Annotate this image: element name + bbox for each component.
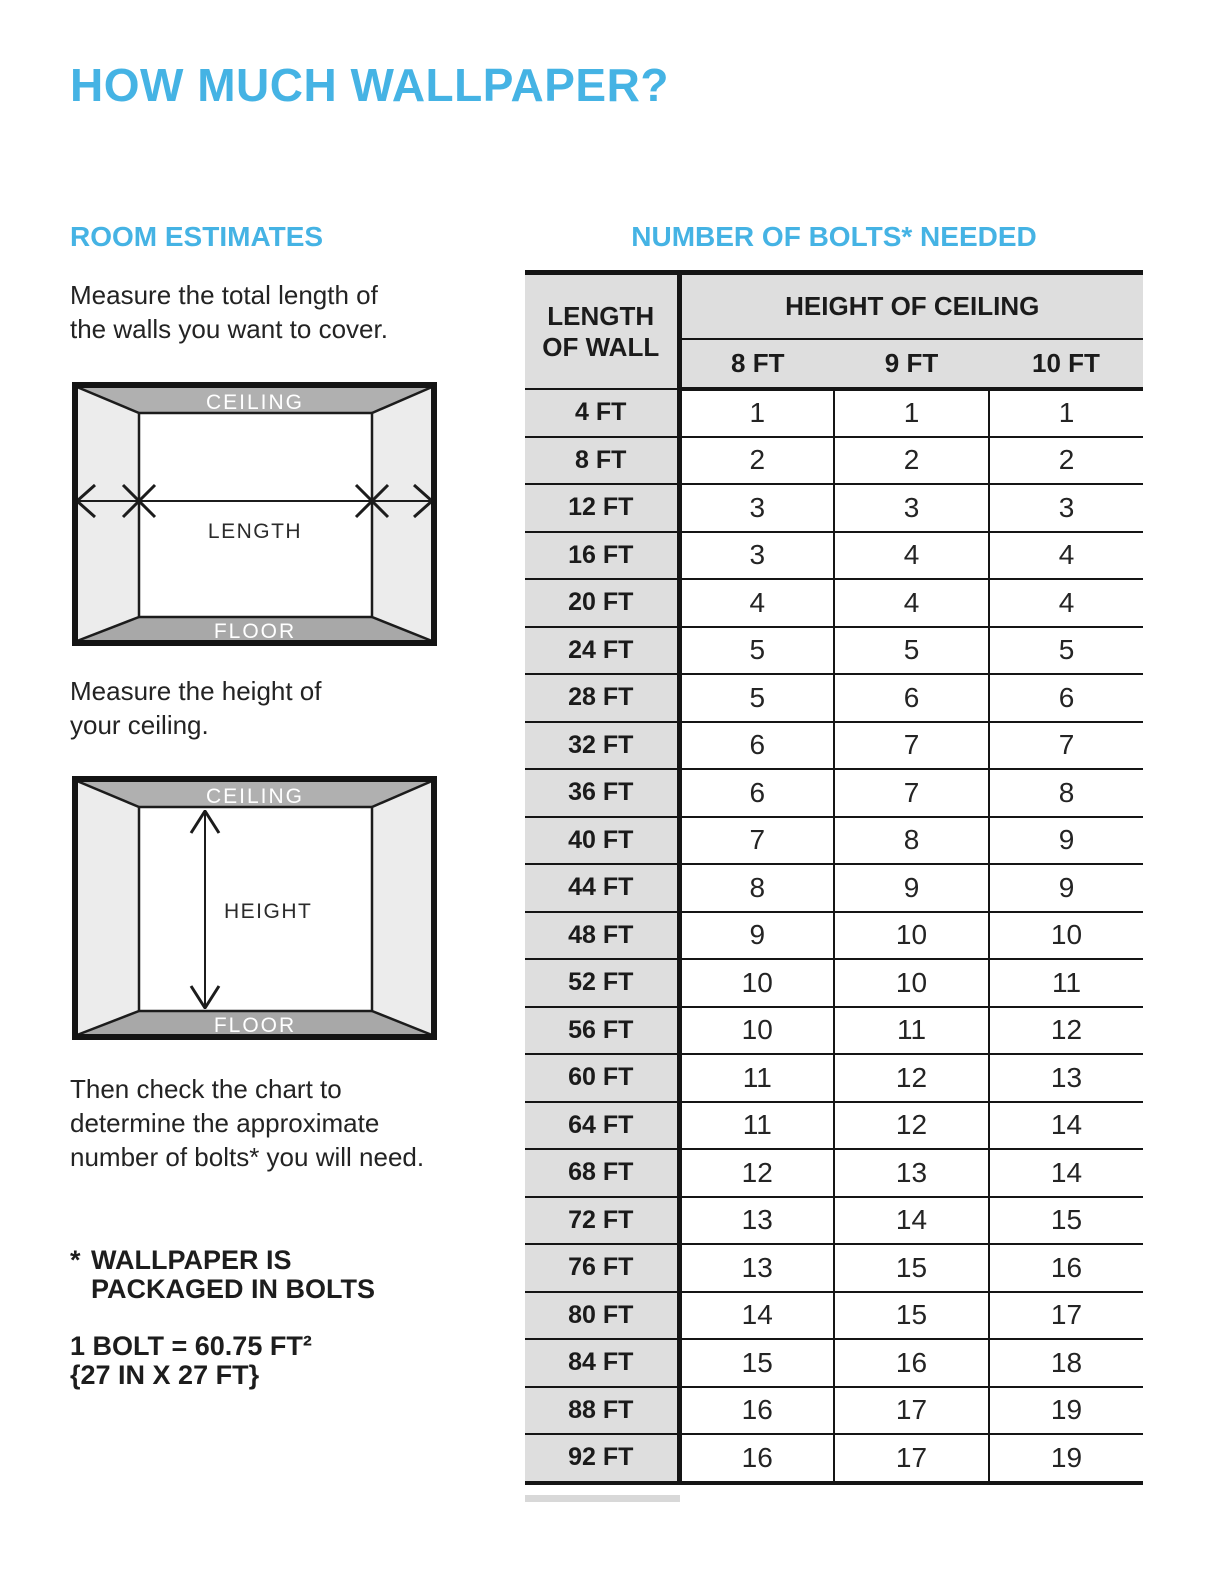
bolt-count-cell: 4 [989, 579, 1143, 627]
check-chart-text [70, 1072, 424, 1174]
bolt-count-cell: 5 [834, 627, 989, 675]
floor-label: FLOOR [213, 620, 297, 643]
bolt-count-cell: 14 [989, 1149, 1143, 1197]
bolt-count-cell: 15 [834, 1292, 989, 1340]
row-label-84ft: 84 FT [525, 1339, 679, 1387]
bolts-table [525, 270, 1143, 1485]
ceiling-label: CEILING [205, 391, 305, 414]
bolts-needed-heading: NUMBER OF BOLTS* NEEDED [631, 221, 1037, 252]
length-label: LENGTH [207, 520, 303, 543]
row-label-20ft: 20 FT [525, 579, 679, 627]
table-row [525, 817, 1143, 865]
row-label-36ft: 36 FT [525, 769, 679, 817]
floor-label: FLOOR [213, 1014, 297, 1037]
bolts-table-body [525, 389, 1143, 1483]
bolts-footnote [70, 1246, 375, 1304]
row-label-76ft: 76 FT [525, 1244, 679, 1292]
bolt-count-cell: 6 [989, 674, 1143, 722]
bolt-count-cell: 16 [834, 1339, 989, 1387]
bolt-count-cell: 11 [834, 1007, 989, 1055]
table-row [525, 627, 1143, 675]
bolt-count-cell: 5 [679, 674, 834, 722]
measure-height-line1: Measure the height of [70, 676, 322, 706]
bolt-count-cell: 3 [679, 484, 834, 532]
bolt-count-cell: 10 [679, 1007, 834, 1055]
bolt-count-cell: 3 [834, 484, 989, 532]
bolt-count-cell: 3 [679, 532, 834, 580]
bolt-count-cell: 9 [989, 864, 1143, 912]
bolt-count-cell: 8 [679, 864, 834, 912]
bolt-count-cell: 12 [834, 1054, 989, 1102]
bolt-count-cell: 5 [679, 627, 834, 675]
bolt-count-cell: 6 [834, 674, 989, 722]
bolts-table-header [525, 273, 1143, 390]
column-header-8ft: 8 FT [679, 339, 834, 389]
row-label-40ft: 40 FT [525, 817, 679, 865]
asterisk: * [70, 1245, 81, 1275]
row-label-92ft: 92 FT [525, 1434, 679, 1483]
bolt-count-cell: 8 [834, 817, 989, 865]
back-wall [139, 413, 372, 617]
column-header-9ft: 9 FT [834, 339, 989, 389]
row-label-12ft: 12 FT [525, 484, 679, 532]
bolt-count-cell: 4 [989, 532, 1143, 580]
bolt-count-cell: 10 [679, 959, 834, 1007]
bolt-count-cell: 7 [834, 722, 989, 770]
bolt-count-cell: 2 [679, 437, 834, 485]
bolt-count-cell: 17 [834, 1387, 989, 1435]
bolt-count-cell: 16 [989, 1244, 1143, 1292]
bolt-count-cell: 7 [679, 817, 834, 865]
measure-height-text [70, 674, 322, 742]
bolt-count-cell: 13 [679, 1197, 834, 1245]
room-height-diagram [72, 776, 437, 1040]
bolt-count-cell: 13 [834, 1149, 989, 1197]
page-title: HOW MUCH WALLPAPER? [70, 59, 669, 111]
row-label-44ft: 44 FT [525, 864, 679, 912]
bolt-count-cell: 7 [834, 769, 989, 817]
table-row [525, 579, 1143, 627]
bolt-equation: 1 BOLT = 60.75 FT² [70, 1331, 312, 1361]
bolt-count-cell: 1 [834, 389, 989, 437]
bolt-count-cell: 7 [989, 722, 1143, 770]
measure-length-line1: Measure the total length of [70, 280, 378, 310]
table-row [525, 1244, 1143, 1292]
bolt-count-cell: 14 [679, 1292, 834, 1340]
bolt-count-cell: 10 [834, 959, 989, 1007]
table-row [525, 769, 1143, 817]
bolt-count-cell: 2 [834, 437, 989, 485]
table-bottom-shadow [525, 1495, 680, 1502]
table-row [525, 1292, 1143, 1340]
bolt-count-cell: 5 [989, 627, 1143, 675]
row-label-16ft: 16 FT [525, 532, 679, 580]
bolt-count-cell: 12 [679, 1149, 834, 1197]
bolt-count-cell: 6 [679, 722, 834, 770]
row-label-48ft: 48 FT [525, 912, 679, 960]
bolt-count-cell: 16 [679, 1387, 834, 1435]
table-row [525, 959, 1143, 1007]
bolt-count-cell: 4 [679, 579, 834, 627]
row-label-8ft: 8 FT [525, 437, 679, 485]
table-row [525, 484, 1143, 532]
table-row [525, 389, 1143, 437]
bolt-count-cell: 2 [989, 437, 1143, 485]
row-label-64ft: 64 FT [525, 1102, 679, 1150]
room-estimates-heading: ROOM ESTIMATES [70, 221, 324, 252]
table-row [525, 674, 1143, 722]
bolt-count-cell: 11 [679, 1054, 834, 1102]
table-row [525, 532, 1143, 580]
height-label: HEIGHT [224, 900, 313, 923]
bolt-count-cell: 12 [989, 1007, 1143, 1055]
row-label-32ft: 32 FT [525, 722, 679, 770]
table-row [525, 1102, 1143, 1150]
bolt-count-cell: 8 [989, 769, 1143, 817]
ceiling-label: CEILING [205, 785, 305, 808]
row-label-88ft: 88 FT [525, 1387, 679, 1435]
bolt-count-cell: 11 [989, 959, 1143, 1007]
table-row [525, 1197, 1143, 1245]
bolt-count-cell: 17 [834, 1434, 989, 1483]
table-row [525, 1387, 1143, 1435]
bolt-count-cell: 15 [679, 1339, 834, 1387]
bolt-count-cell: 19 [989, 1434, 1143, 1483]
row-label-60ft: 60 FT [525, 1054, 679, 1102]
bolt-count-cell: 9 [679, 912, 834, 960]
measure-length-text [70, 278, 388, 346]
row-label-80ft: 80 FT [525, 1292, 679, 1340]
bolt-count-cell: 15 [834, 1244, 989, 1292]
table-row [525, 1149, 1143, 1197]
row-label-56ft: 56 FT [525, 1007, 679, 1055]
check-chart-line1: Then check the chart to [70, 1074, 342, 1104]
bolt-size-info [70, 1332, 312, 1390]
table-row [525, 1054, 1143, 1102]
bolt-count-cell: 16 [679, 1434, 834, 1483]
bolt-count-cell: 4 [834, 579, 989, 627]
check-chart-line2: determine the approximate [70, 1108, 380, 1138]
room-length-diagram [72, 382, 437, 646]
table-row [525, 722, 1143, 770]
bolt-count-cell: 18 [989, 1339, 1143, 1387]
table-row [525, 864, 1143, 912]
column-header-10ft: 10 FT [989, 339, 1143, 389]
bolt-count-cell: 6 [679, 769, 834, 817]
bolt-count-cell: 10 [834, 912, 989, 960]
bolt-count-cell: 1 [989, 389, 1143, 437]
footnote-line1: WALLPAPER IS [91, 1245, 292, 1275]
bolt-count-cell: 9 [989, 817, 1143, 865]
bolt-count-cell: 14 [989, 1102, 1143, 1150]
check-chart-line3: number of bolts* you will need. [70, 1142, 425, 1172]
row-label-28ft: 28 FT [525, 674, 679, 722]
row-label-24ft: 24 FT [525, 627, 679, 675]
bolt-count-cell: 3 [989, 484, 1143, 532]
row-label-72ft: 72 FT [525, 1197, 679, 1245]
table-row [525, 1339, 1143, 1387]
table-row [525, 1434, 1143, 1483]
bolt-count-cell: 12 [834, 1102, 989, 1150]
bolt-count-cell: 1 [679, 389, 834, 437]
bolt-count-cell: 9 [834, 864, 989, 912]
table-row [525, 912, 1143, 960]
bolt-count-cell: 19 [989, 1387, 1143, 1435]
bolt-count-cell: 13 [989, 1054, 1143, 1102]
measure-length-line2: the walls you want to cover. [70, 314, 388, 344]
bolt-count-cell: 4 [834, 532, 989, 580]
bolt-dimensions: {27 IN X 27 FT} [70, 1360, 260, 1390]
table-row [525, 437, 1143, 485]
bolt-count-cell: 14 [834, 1197, 989, 1245]
corner-header-length-of-wall: LENGTH OF WALL [525, 273, 679, 390]
bolt-count-cell: 13 [679, 1244, 834, 1292]
footnote-line2: PACKAGED IN BOLTS [91, 1274, 376, 1304]
group-header-height-of-ceiling: HEIGHT OF CEILING [679, 273, 1143, 340]
bolt-count-cell: 10 [989, 912, 1143, 960]
row-label-52ft: 52 FT [525, 959, 679, 1007]
bolt-count-cell: 17 [989, 1292, 1143, 1340]
table-row [525, 1007, 1143, 1055]
row-label-68ft: 68 FT [525, 1149, 679, 1197]
measure-height-line2: your ceiling. [70, 710, 209, 740]
bolt-count-cell: 15 [989, 1197, 1143, 1245]
bolt-count-cell: 11 [679, 1102, 834, 1150]
row-label-4ft: 4 FT [525, 389, 679, 437]
